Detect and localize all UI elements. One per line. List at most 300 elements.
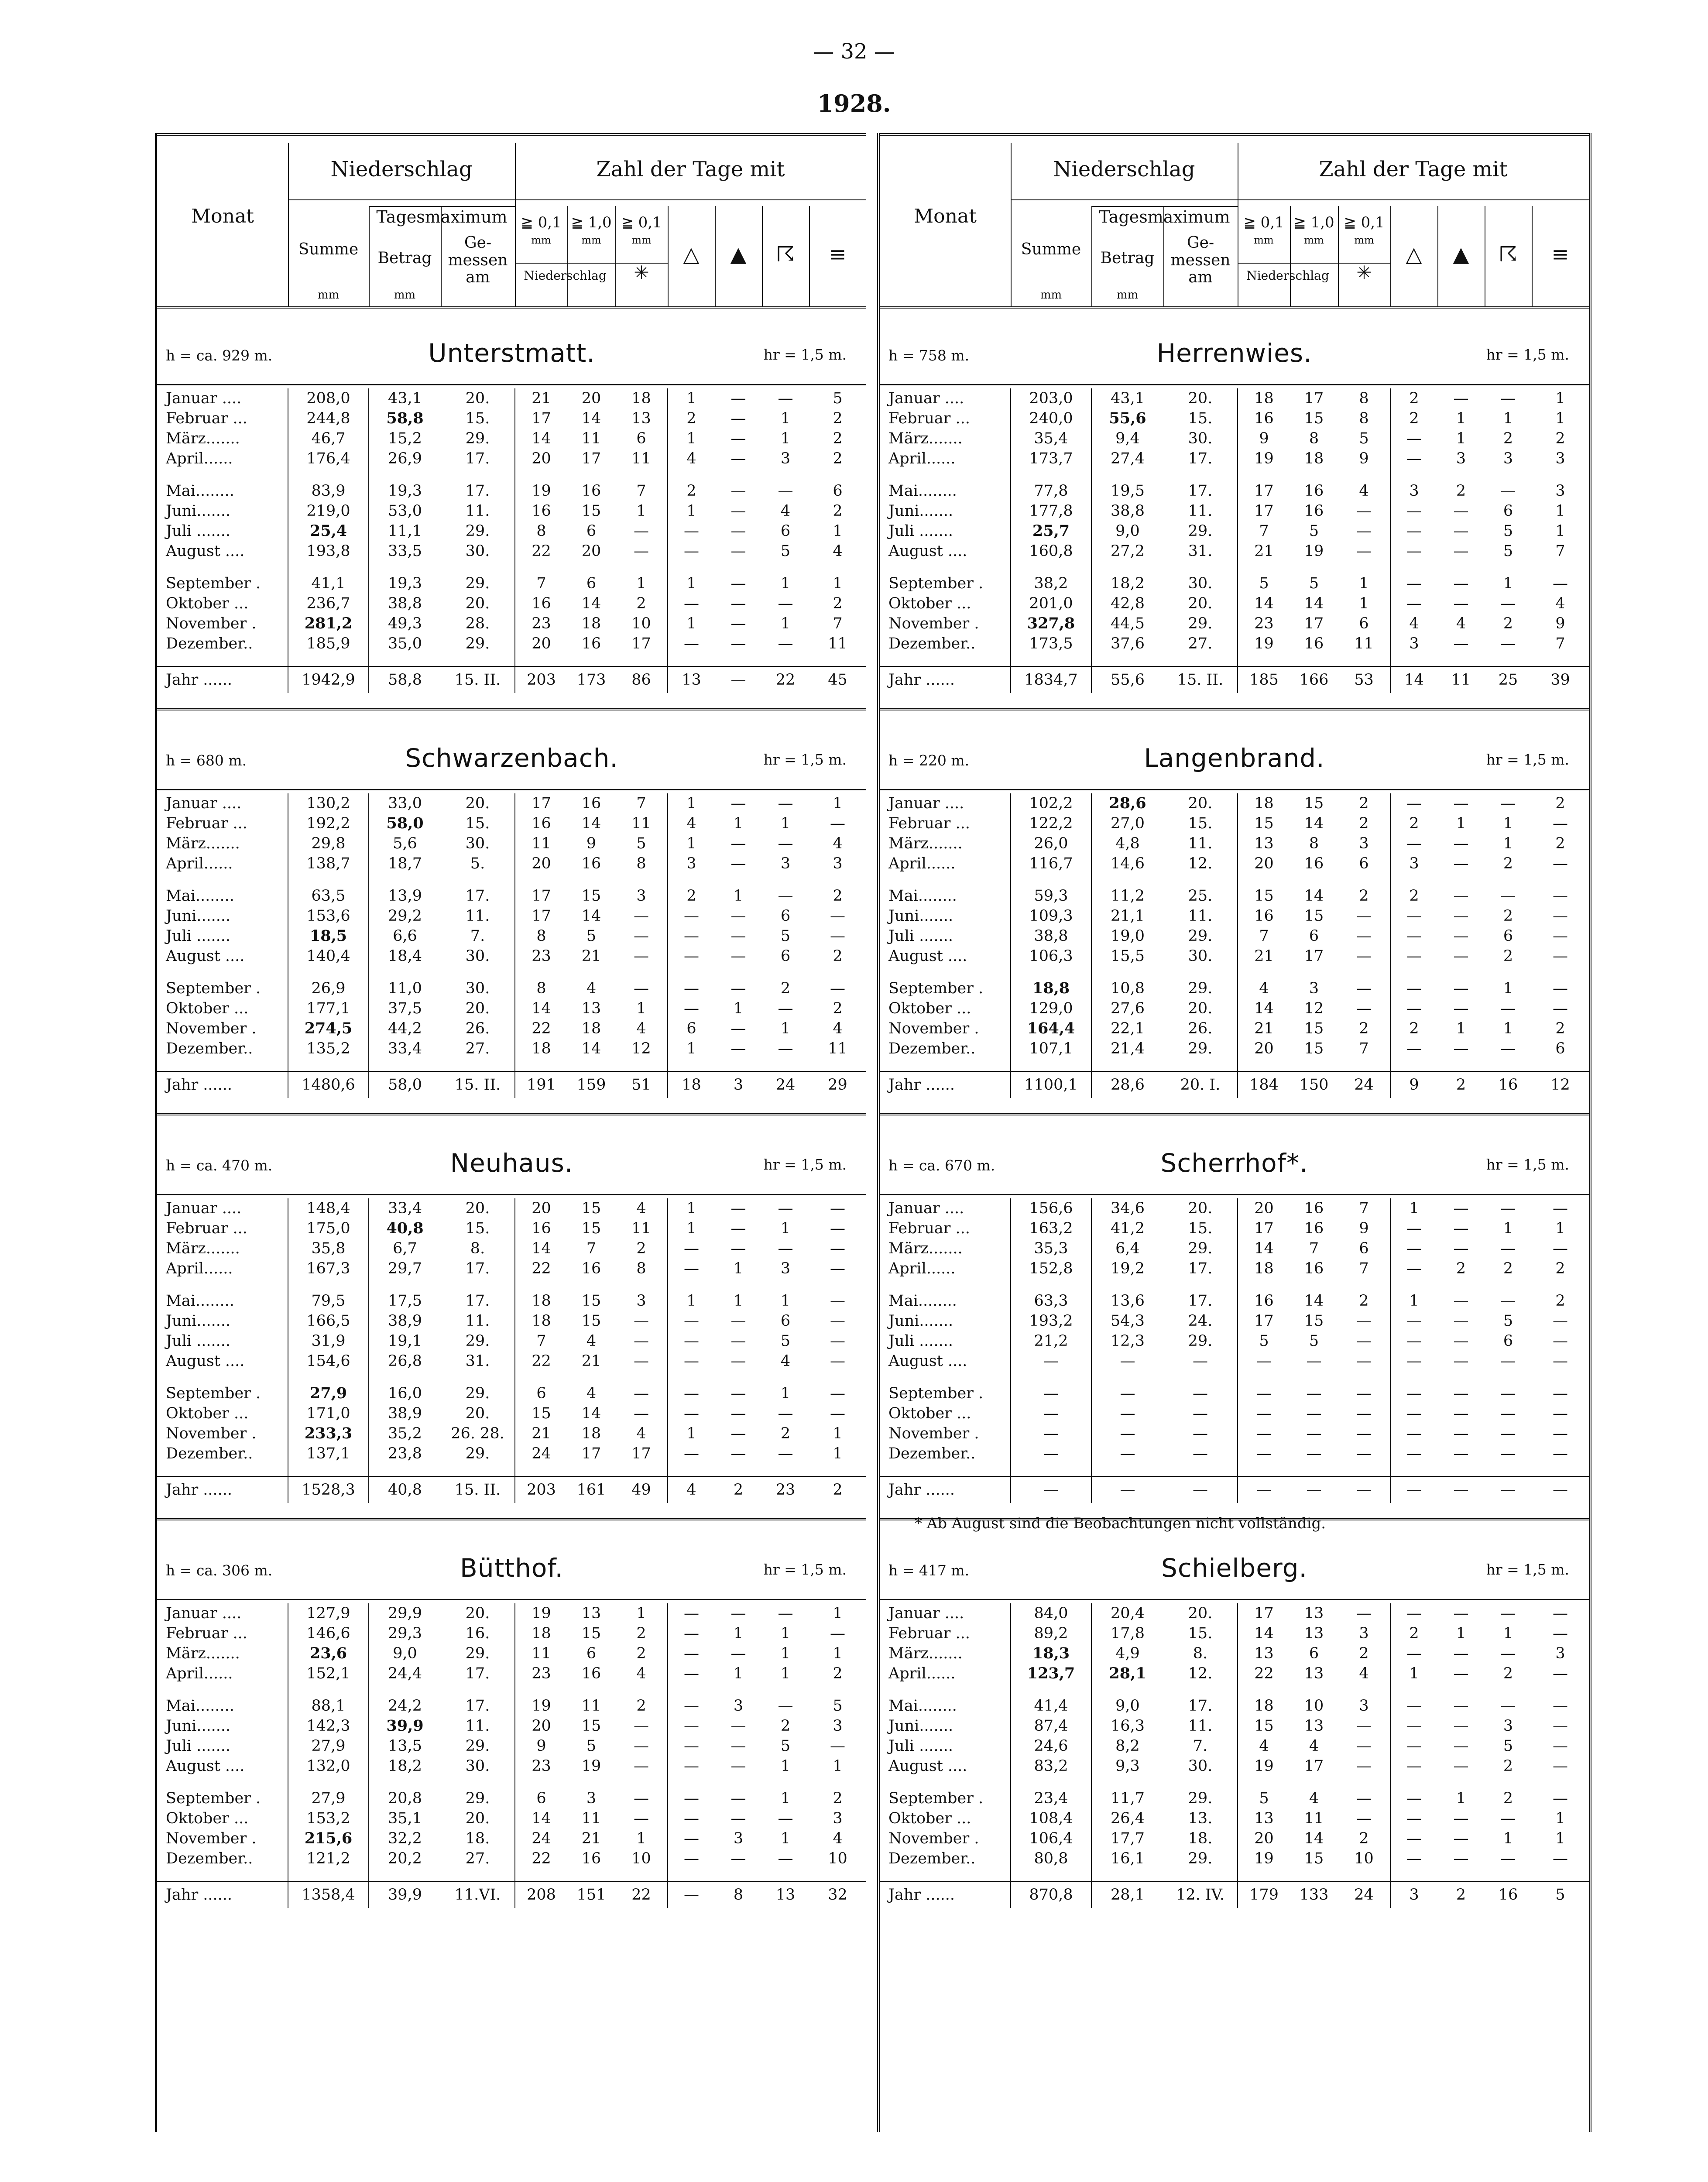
value-cell: — [1437,1476,1485,1503]
value-cell: 4 [586,1385,597,1402]
value-cell: 27,6 [1091,998,1163,1019]
value-cell: — [1553,1312,1568,1330]
month-cell: August .... [888,542,967,560]
value-cell: 18. [1188,1830,1213,1847]
value-cell: 9 [1359,1220,1369,1237]
value-cell: 11 [515,834,567,854]
value-cell: 12 [1304,1000,1324,1017]
value-cell: 11.VI. [441,1881,515,1908]
value-cell: 29. [1188,980,1213,997]
value-cell: 15. [465,815,490,832]
value-cell: 17 [1238,1218,1290,1239]
value-cell: 9 [1555,615,1565,632]
station-name: Unterstmatt. [428,338,595,368]
station-hr: hr = 1,5 m. [763,1156,847,1173]
value-cell: 5 [1238,573,1290,594]
value-cell: — [1390,1643,1437,1664]
value-cell: 2 [1555,1020,1565,1037]
value-cell: 4 [1456,615,1466,632]
value-cell: 4 [586,980,597,997]
station-hr: hr = 1,5 m. [1486,1156,1569,1173]
table-row [880,854,1589,874]
value-cell: 1 [1555,502,1565,520]
table-row [157,926,866,946]
month-cell: Januar .... [166,1605,242,1622]
value-cell: 193,8 [288,541,369,561]
value-cell: 15 [581,502,601,520]
value-cell: 3 [1309,980,1319,997]
month-cell: August .... [166,542,245,560]
value-cell: — [1453,522,1469,540]
value-cell: 1 [733,887,744,905]
value-cell: 15. [465,410,490,427]
value-cell: 22,1 [1091,1019,1163,1039]
month-cell: Februar ... [166,1625,247,1642]
value-cell: — [1500,390,1516,407]
value-cell: 11,7 [1091,1788,1163,1808]
table-row [880,1603,1589,1623]
value-cell: 1 [1503,815,1513,832]
value-cell: 16 [1304,502,1324,520]
value-cell: 1 [1390,1198,1437,1218]
value-cell: 24,2 [369,1696,441,1716]
value-cell: 1 [668,388,715,408]
table-row [157,998,866,1019]
value-cell: 175,0 [288,1218,369,1239]
value-cell: 4,9 [1091,1643,1163,1664]
station-hr: hr = 1,5 m. [1486,346,1569,363]
value-cell: 10 [1304,1697,1324,1715]
value-cell: 5 [1238,1788,1290,1808]
value-cell: 193,2 [1011,1311,1091,1331]
station-name: Neuhaus. [450,1148,573,1178]
value-cell: — [1356,1737,1372,1755]
value-cell: — [731,1405,746,1422]
value-cell: — [1091,1444,1163,1464]
value-cell: 21,2 [1011,1331,1091,1351]
value-cell: 1 [1456,815,1466,832]
value-cell: — [1500,1605,1516,1622]
value-cell: 1 [668,1424,715,1444]
month-cell: Dezember.. [888,1850,976,1867]
value-cell: — [1390,946,1437,966]
value-cell: 6 [1359,1240,1369,1257]
value-cell: 21 [515,1424,567,1444]
value-cell: — [830,1200,845,1217]
month-cell: Jahr ...... [157,1881,288,1908]
value-cell: 83,9 [288,481,369,501]
value-cell: 19,2 [1091,1259,1163,1279]
value-cell: — [1091,1476,1163,1503]
table-row [880,388,1589,408]
value-cell: 164,4 [1011,1019,1091,1039]
value-cell: 2 [1555,1292,1565,1310]
value-cell: — [1453,1810,1469,1827]
value-cell: 2 [833,595,843,612]
value-cell: 30. [1188,947,1213,965]
value-cell: — [1453,1757,1469,1775]
value-cell: 240,0 [1011,408,1091,429]
value-cell: 1 [1555,1830,1565,1847]
station-table [880,388,1589,693]
value-cell: — [830,927,845,945]
table-row [157,541,866,561]
value-cell: 8,2 [1091,1736,1163,1756]
value-cell: — [830,1260,845,1277]
value-cell: — [1390,1424,1437,1444]
value-cell: 4 [1238,1736,1290,1756]
value-cell: 18 [515,1311,567,1331]
value-cell: 2 [1503,1260,1513,1277]
table-row [880,998,1589,1019]
value-cell: — [731,1645,746,1662]
value-cell: 11. [465,502,490,520]
value-cell: 14 [1304,1292,1324,1310]
value-cell: — [1453,1000,1469,1017]
value-cell: — [1453,1220,1469,1237]
value-cell: 1 [1503,980,1513,997]
value-cell: — [1453,390,1469,407]
value-cell: 1 [780,1385,791,1402]
value-cell: — [1453,1830,1469,1847]
value-cell: — [731,615,746,632]
month-cell: April...... [166,1260,233,1277]
value-cell: 3 [1555,1645,1565,1662]
value-cell: 29,2 [369,906,441,926]
value-cell: 3 [1555,482,1565,500]
value-cell: 2 [833,1665,843,1682]
table-row [157,854,866,874]
table-row [157,1039,866,1059]
value-cell: 14 [515,1239,567,1259]
table-row [157,886,866,906]
value-cell: 16 [1304,855,1324,872]
station-name: Langenbrand. [1144,743,1325,773]
value-cell: — [1356,1425,1372,1442]
value-cell: — [668,1849,715,1869]
value-cell: 35,2 [369,1424,441,1444]
value-cell: 24 [515,1829,567,1849]
value-cell: 13,9 [369,886,441,906]
value-cell: 9 [586,835,597,852]
month-cell: Dezember.. [166,1445,253,1462]
value-cell: 4 [1555,595,1565,612]
month-cell: Juni....... [888,502,953,520]
value-cell: 2 [715,1476,762,1503]
value-cell: 14 [1304,1830,1324,1847]
month-cell: August .... [888,1757,967,1775]
value-cell: — [830,1220,845,1237]
value-cell: — [1390,906,1437,926]
table-row [157,1623,866,1643]
value-cell: — [1500,1000,1516,1017]
value-cell: 11,0 [369,978,441,998]
value-cell: 2 [833,450,843,467]
value-cell: 21 [1238,541,1290,561]
value-cell: — [1500,795,1516,812]
value-cell: 17. [465,450,490,467]
value-cell: 7 [1359,1040,1369,1057]
value-cell: — [1390,1039,1437,1059]
value-cell: 1 [833,1425,843,1442]
value-cell: 17 [631,1445,651,1462]
value-cell: — [1453,1445,1469,1462]
station-name: Schwarzenbach. [405,743,618,773]
value-cell: 86 [615,666,668,693]
value-cell: — [1453,1240,1469,1257]
station-height: h = 680 m. [166,752,247,769]
value-cell: 5 [1532,1881,1589,1908]
value-cell: 18,2 [369,1756,441,1776]
value-cell: 17 [581,450,601,467]
value-cell: 4 [1359,1665,1369,1682]
value-cell: 20,4 [1091,1603,1163,1623]
value-cell: 1 [1390,1664,1437,1684]
month-cell: September . [166,1790,261,1807]
value-cell: 1 [668,1039,715,1059]
value-cell: 12. IV. [1163,1881,1238,1908]
value-cell: 4 [1238,978,1290,998]
value-cell: 179 [1238,1881,1290,1908]
value-cell: 41,2 [1091,1218,1163,1239]
table-row [880,1198,1589,1218]
table-row [880,1849,1589,1869]
table-row [880,594,1589,614]
year-total-row [880,666,1589,693]
value-cell: 13 [1238,1808,1290,1829]
value-cell: 1 [668,501,715,521]
value-cell: 19 [515,1696,567,1716]
month-cell: Februar ... [166,815,247,832]
value-cell: — [1193,1425,1208,1442]
value-cell: — [1356,1312,1372,1330]
value-cell: 15 [1304,907,1324,925]
value-cell: 281,2 [288,614,369,634]
value-cell: 14,6 [1091,854,1163,874]
value-cell: — [1390,429,1437,449]
value-cell: 6 [1503,502,1513,520]
value-cell: — [731,635,746,652]
value-cell: 22 [515,1849,567,1869]
value-cell: 19,3 [369,573,441,594]
month-cell: Jahr ...... [880,1476,1011,1503]
value-cell: — [1306,1445,1322,1462]
value-cell: 176,4 [288,449,369,469]
value-cell: 5 [1503,542,1513,560]
value-cell: — [1553,1717,1568,1735]
value-cell: 9 [1359,450,1369,467]
station-height: h = 417 m. [888,1562,970,1579]
value-cell: 2 [780,1425,791,1442]
value-cell: 15,2 [369,429,441,449]
value-cell: 3 [733,1830,744,1847]
value-cell: — [1500,635,1516,652]
value-cell: 2 [1437,1071,1485,1098]
value-cell: 17. [1188,1292,1213,1310]
value-cell: — [668,1603,715,1623]
value-cell: 21,1 [1091,906,1163,926]
value-cell: — [1238,1476,1290,1503]
value-cell: 17,5 [369,1291,441,1311]
value-cell: 28. [465,615,490,632]
station-hr: hr = 1,5 m. [763,1561,847,1578]
value-cell: 29. [1188,522,1213,540]
year-total-row [157,666,866,693]
value-cell: — [1453,1425,1469,1442]
station-name: Herrenwies. [1156,338,1312,368]
header-niederschlag-small: Niederschlag [1246,268,1329,283]
value-cell: 23 [1238,614,1290,634]
value-cell: 4 [833,542,843,560]
month-cell: April...... [888,855,956,872]
month-cell: September . [166,575,261,592]
value-cell: 2 [1390,408,1437,429]
value-cell: — [668,946,715,966]
value-cell: 1 [1456,1020,1466,1037]
table-row [880,1351,1589,1371]
month-cell: April...... [166,855,233,872]
value-cell: 22 [515,541,567,561]
value-cell: — [1453,835,1469,852]
value-cell: — [668,1623,715,1643]
value-cell: 20. [465,595,490,612]
value-cell: — [668,1403,715,1424]
value-cell: 26,9 [369,449,441,469]
month-cell: November . [166,615,257,632]
value-cell: 7 [1359,1260,1369,1277]
header-monat: Monat [191,205,254,227]
value-cell: 17. [465,1697,490,1715]
value-cell: 4 [668,1476,715,1503]
value-cell: 1 [733,1260,744,1277]
value-cell: 33,4 [369,1039,441,1059]
value-cell: — [731,1790,746,1807]
value-cell: 27. [465,1040,490,1057]
month-cell: März....... [166,1240,240,1257]
value-cell: 2 [1359,1830,1369,1847]
value-cell: 18,2 [1091,573,1163,594]
value-cell: — [1193,1405,1208,1422]
value-cell: 35,4 [1011,429,1091,449]
value-cell: 3 [586,1790,597,1807]
value-cell: — [1356,1790,1372,1807]
value-cell: — [1453,1200,1469,1217]
value-cell: 17 [1304,615,1324,632]
value-cell: 3 [715,1071,762,1098]
value-cell: — [1553,1000,1568,1017]
value-cell: — [1356,1385,1372,1402]
month-cell: März....... [166,430,240,447]
table-row [880,449,1589,469]
value-cell: — [668,1351,715,1371]
value-cell: — [1453,635,1469,652]
value-cell: 173,5 [1011,634,1091,654]
header-gemessen: Ge- messen am [1170,234,1231,287]
value-cell: — [1390,501,1437,521]
value-cell: 15 [581,1312,601,1330]
value-cell: 27,0 [1091,813,1163,834]
value-cell: 29,8 [288,834,369,854]
value-cell: 58,0 [369,813,441,834]
value-cell: 1 [1390,1291,1437,1311]
value-cell: 1480,6 [288,1071,369,1098]
value-cell: 33,5 [369,541,441,561]
value-cell: 16 [1304,635,1324,652]
value-cell: — [1356,1405,1372,1422]
value-cell: 121,2 [288,1849,369,1869]
value-cell: — [778,390,793,407]
value-cell: 19 [581,1757,601,1775]
value-cell: 87,4 [1011,1716,1091,1736]
value-cell: 15 [1238,813,1290,834]
value-cell: 192,2 [288,813,369,834]
month-cell: Mai........ [888,887,957,905]
value-cell: 2 [1555,430,1565,447]
value-cell: 35,8 [288,1239,369,1259]
value-cell: — [1453,1717,1469,1735]
value-cell: — [1390,449,1437,469]
value-cell: 2 [1390,388,1437,408]
value-cell: 6 [1309,1645,1319,1662]
value-cell: 4 [780,502,791,520]
table-row [880,1019,1589,1039]
value-cell: — [1390,1476,1437,1503]
table-row [157,1829,866,1849]
station-table [157,793,866,1098]
value-cell: 14 [581,1405,601,1422]
month-cell: Februar ... [166,1220,247,1237]
value-cell: 40,8 [369,1218,441,1239]
month-cell: Februar ... [166,410,247,427]
value-cell: — [778,887,793,905]
table-row [880,429,1589,449]
value-cell: 274,5 [288,1019,369,1039]
value-cell: 13,6 [1091,1291,1163,1311]
value-cell: — [778,1000,793,1017]
value-cell: — [1553,1405,1568,1422]
month-cell: Oktober ... [888,1000,971,1017]
value-cell: 16 [1238,408,1290,429]
month-cell: Februar ... [888,1625,970,1642]
value-cell: 7 [1555,542,1565,560]
value-cell: 18 [581,1020,601,1037]
table-row [880,1383,1589,1403]
value-cell: 21 [581,1352,601,1370]
value-cell: 10 [631,1850,651,1867]
value-cell: 1 [1503,1220,1513,1237]
value-cell: — [634,1790,649,1807]
month-cell: Juli ....... [888,1332,953,1350]
value-cell: — [778,1850,793,1867]
value-cell: 18 [1238,1259,1290,1279]
value-cell: 15. [1188,815,1213,832]
value-cell: 24 [1338,1071,1390,1098]
value-cell: 6 [1359,615,1369,632]
value-cell: 2 [1359,795,1369,812]
value-cell: 19 [1238,1756,1290,1776]
value-cell: 5 [1309,575,1319,592]
year-total-row [157,1071,866,1098]
value-cell: 6 [515,1383,567,1403]
value-cell: 4 [833,1830,843,1847]
value-cell: 13 [1304,1717,1324,1735]
value-cell: 1 [833,795,843,812]
header-gemessen: Ge- messen am [448,234,508,287]
value-cell: 185,9 [288,634,369,654]
value-cell: 83,2 [1011,1756,1091,1776]
value-cell: 1 [636,575,646,592]
value-cell: 2 [1437,1881,1485,1908]
